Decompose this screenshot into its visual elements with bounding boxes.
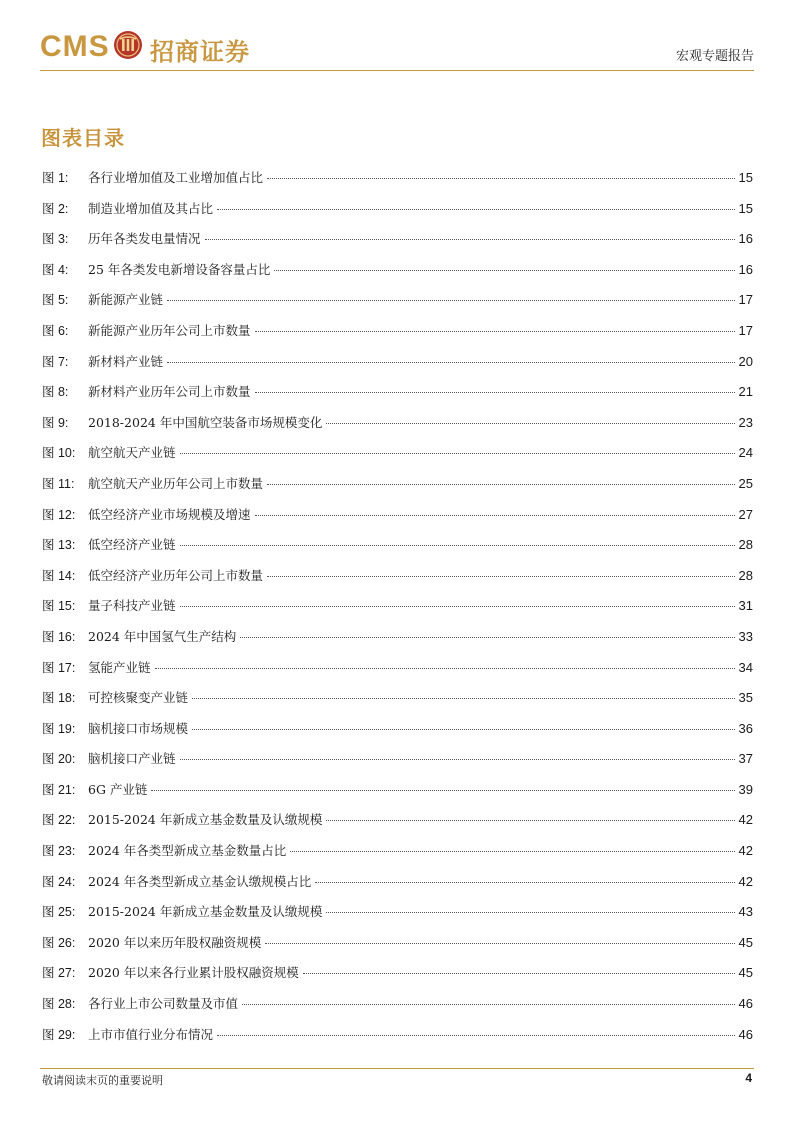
toc-entry-label [42,290,163,308]
toc-entry-label [42,872,311,890]
toc-entry-label [42,963,299,981]
toc-entry-page: 17 [738,292,753,308]
toc-entry-label [42,1025,213,1043]
cms-emblem-icon [113,30,143,60]
header-divider [40,70,754,71]
toc-entry[interactable] [42,688,753,719]
toc-entry-number: 图 5: [42,293,69,308]
toc-entry-label [42,352,163,370]
toc-entry-number: 图 16: [42,629,76,644]
toc-entry-number: 图 9: [42,415,69,430]
toc-dot-leader [180,759,735,760]
toc-dot-leader [242,1004,735,1005]
toc-entry-number: 图 23: [42,844,76,859]
toc-entry[interactable] [42,566,753,597]
toc-entry-number: 图 29: [42,1027,76,1042]
toc-entry-number: 图 27: [42,966,76,981]
toc-entry-number: 图 6: [42,323,69,338]
toc-entry-page: 16 [738,231,753,247]
toc-entry-number: 图 13: [42,538,76,553]
logo-chinese-text: 招商证券 [150,37,250,66]
toc-entry-page: 15 [738,200,753,216]
toc-entry-label [42,505,251,523]
toc-entry-number: 图 19: [42,721,76,736]
toc-entry[interactable] [42,413,753,444]
toc-entry[interactable] [42,260,753,291]
toc-entry-page: 43 [738,904,753,920]
toc-entry[interactable] [42,535,753,566]
toc-entry-title: 低空经济产业链 [88,537,176,553]
toc-entry-number: 图 2: [42,201,69,216]
toc-dot-leader [151,790,734,791]
toc-entry-page: 33 [738,628,753,644]
toc-entry-title: 25 年各类发电新增设备容量占比 [88,261,271,277]
toc-dot-leader [290,851,734,852]
toc-entry-page: 39 [738,781,753,797]
toc-entry-title: 2015-2024 年新成立基金数量及认缴规模 [88,812,323,828]
toc-entry-title: 航空航天产业链 [88,445,176,461]
toc-entry-number: 图 18: [42,691,76,706]
toc-entry-page: 28 [738,537,753,553]
toc-entry-number: 图 20: [42,752,76,767]
toc-entry-number: 图 12: [42,507,76,522]
toc-entry-number: 图 24: [42,874,76,889]
toc-entry-title: 2024 年各类型新成立基金认缴规模占比 [88,873,312,889]
toc-dot-leader [255,392,735,393]
toc-entry[interactable] [42,352,753,383]
toc-entry-number: 图 14: [42,568,76,583]
toc-entry[interactable] [42,719,753,750]
toc-dot-leader [192,729,735,730]
toc-entry-label [42,474,263,492]
toc-entry-number: 图 3: [42,232,69,247]
toc-entry-number: 图 7: [42,354,69,369]
toc-entry-page: 46 [738,1026,753,1042]
footer-divider [40,1068,754,1069]
toc-entry-page: 46 [738,996,753,1012]
toc-dot-leader [167,300,735,301]
toc-entry-label [42,168,263,186]
toc-entry-page: 45 [738,965,753,981]
toc-entry[interactable] [42,596,753,627]
footer-disclaimer-note: 敬请阅读末页的重要说明 [42,1074,163,1087]
toc-entry-page: 42 [738,873,753,889]
toc-entry-label [42,229,201,247]
toc-dot-leader [180,606,735,607]
toc-entry-title: 2020 年以来各行业累计股权融资规模 [88,965,299,981]
toc-entry[interactable] [42,627,753,658]
toc-entry-title: 新能源产业链 [88,292,164,308]
toc-entry[interactable] [42,780,753,811]
toc-dot-leader [326,820,734,821]
toc-entry-page: 21 [738,384,753,400]
toc-entry-page: 42 [738,843,753,859]
toc-entry-label [42,596,176,614]
toc-dot-leader [274,270,734,271]
toc-entry-label [42,260,270,278]
toc-dot-leader [217,209,735,210]
page-number: 4 [745,1071,752,1085]
toc-entry-page: 25 [738,475,753,491]
toc-entry-label [42,841,286,859]
toc-entry-title: 2024 年中国氢气生产结构 [88,628,237,644]
toc-entry-page: 36 [738,720,753,736]
toc-entry-page: 24 [738,445,753,461]
toc-entry-number: 图 21: [42,782,76,797]
toc-entry-number: 图 8: [42,385,69,400]
toc-dot-leader [240,637,734,638]
toc-entry-title: 制造业增加值及其占比 [88,200,214,216]
toc-dot-leader [192,698,735,699]
toc-entry[interactable] [42,229,753,260]
toc-entry-title: 新材料产业链 [88,353,164,369]
toc-entry-page: 16 [738,261,753,277]
toc-entry-label [42,719,188,737]
toc-entry-title: 新材料产业历年公司上市数量 [88,384,251,400]
toc-entry-label [42,443,176,461]
toc-entry-title: 航空航天产业历年公司上市数量 [88,475,264,491]
toc-entry-page: 34 [738,659,753,675]
toc-dot-leader [326,423,734,424]
toc-entry[interactable] [42,810,753,841]
toc-entry-title: 2020 年以来历年股权融资规模 [88,934,262,950]
toc-dot-leader [205,239,735,240]
toc-dot-leader [180,453,735,454]
toc-entry-label [42,933,261,951]
toc-entry-label [42,382,251,400]
toc-dot-leader [217,1035,735,1036]
logo-cms-text: CMS [40,30,110,63]
toc-entry-number: 图 1: [42,171,69,185]
toc-entry-number: 图 15: [42,599,76,614]
toc-entry-title: 历年各类发电量情况 [88,231,201,247]
toc-entry-title: 氢能产业链 [88,659,151,675]
toc-entry-number: 图 17: [42,660,76,675]
toc-entry[interactable] [42,872,753,903]
toc-dot-leader [267,178,735,179]
toc-entry-page: 42 [738,812,753,828]
toc-entry-label [42,658,151,676]
toc-entry[interactable] [42,1025,753,1056]
toc-entry-number: 图 11: [42,476,75,491]
toc-entry[interactable] [42,199,753,230]
toc-entry-page: 45 [738,934,753,950]
toc-entry-page: 15 [738,170,753,185]
toc-entry-number: 图 25: [42,905,76,920]
toc-entry-title: 2015-2024 年新成立基金数量及认缴规模 [88,904,323,920]
toc-entry[interactable] [42,505,753,536]
toc-entry-page: 37 [738,751,753,767]
toc-entry[interactable] [42,474,753,505]
toc-dot-leader [155,668,735,669]
toc-entry[interactable] [42,443,753,474]
toc-dot-leader [267,484,735,485]
toc-title: 图表目录 [41,126,125,150]
toc-entry[interactable] [42,841,753,872]
toc-entry-label [42,994,238,1012]
toc-entry-number: 图 4: [42,262,69,277]
toc-entry-title: 低空经济产业市场规模及增速 [88,506,251,522]
toc-dot-leader [265,943,734,944]
toc-entry[interactable] [42,382,753,413]
toc-dot-leader [255,515,735,516]
toc-entry-label [42,627,236,645]
toc-entry-title: 脑机接口市场规模 [88,720,189,736]
toc-entry[interactable] [42,994,753,1025]
toc-entry[interactable] [42,963,753,994]
toc-entry-title: 量子科技产业链 [88,598,176,614]
toc-entry-page: 20 [738,353,753,369]
toc-entry-number: 图 10: [42,446,76,461]
toc-entry-title: 6G 产业链 [88,781,148,797]
toc-entry-title: 各行业增加值及工业增加值占比 [88,170,264,185]
toc-entry-page: 27 [738,506,753,522]
toc-entry-title: 各行业上市公司数量及市值 [88,996,239,1012]
toc-dot-leader [315,882,734,883]
toc-list [42,168,753,1055]
toc-entry[interactable] [42,933,753,964]
toc-entry-label [42,902,322,920]
toc-dot-leader [326,912,734,913]
toc-entry-label [42,810,322,828]
toc-entry-title: 低空经济产业历年公司上市数量 [88,567,264,583]
page-header [40,26,754,70]
toc-entry-label [42,321,251,339]
toc-entry-page: 31 [738,598,753,614]
toc-entry[interactable] [42,749,753,780]
toc-entry-page: 35 [738,690,753,706]
toc-dot-leader [303,973,735,974]
toc-dot-leader [267,576,735,577]
toc-entry-title: 可控核聚变产业链 [88,690,189,706]
toc-entry-label [42,566,263,584]
toc-entry-title: 脑机接口产业链 [88,751,176,767]
toc-entry-page: 28 [738,567,753,583]
toc-entry-page: 23 [738,414,753,430]
toc-entry-number: 图 26: [42,935,76,950]
toc-entry[interactable] [42,321,753,352]
toc-entry-number: 图 22: [42,813,76,828]
toc-entry-label [42,749,176,767]
toc-entry-title: 上市市值行业分布情况 [88,1026,214,1042]
toc-entry[interactable] [42,658,753,689]
toc-entry-title: 2018-2024 年中国航空装备市场规模变化 [88,414,323,430]
toc-entry-title: 新能源产业历年公司上市数量 [88,322,251,338]
toc-dot-leader [180,545,735,546]
toc-entry-label [42,413,322,431]
toc-entry[interactable] [42,168,753,199]
toc-entry-label [42,535,176,553]
toc-entry[interactable] [42,290,753,321]
toc-entry-label [42,688,188,706]
toc-dot-leader [255,331,735,332]
toc-dot-leader [167,362,735,363]
toc-entry-page: 17 [738,322,753,338]
toc-entry-title: 2024 年各类型新成立基金数量占比 [88,843,287,859]
toc-entry-label [42,199,213,217]
report-type-label: 宏观专题报告 [675,49,754,64]
toc-entry[interactable] [42,902,753,933]
toc-entry-number: 图 28: [42,997,76,1012]
toc-entry-label [42,780,147,798]
